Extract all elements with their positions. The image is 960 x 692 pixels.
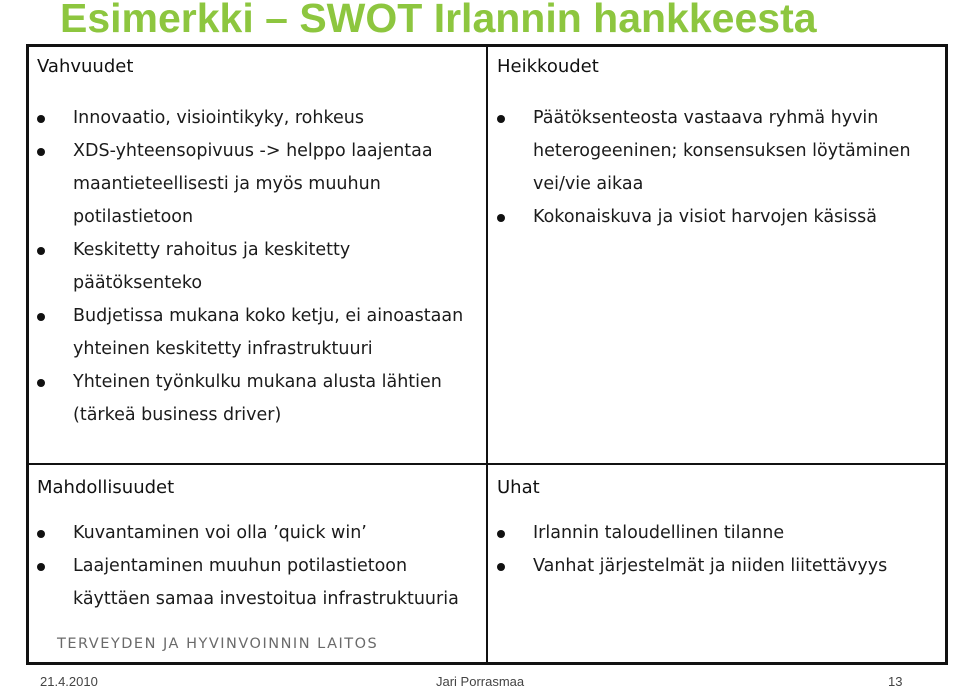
page-number: 13 — [888, 674, 903, 689]
list-item-text: Kuvantaminen voi olla ’quick win’ — [73, 523, 367, 543]
threats-heading: Uhat — [497, 477, 540, 498]
list-item — [37, 234, 477, 300]
list-item — [37, 135, 477, 234]
list-item-text: Irlannin taloudellinen tilanne — [533, 523, 785, 543]
bullet-icon — [497, 530, 505, 538]
slide-title: Esimerkki – SWOT Irlannin hankkeesta — [60, 0, 817, 41]
list-item-text: Yhteinen työnkulku mukana alusta lähtien (tärkeä business driver) — [73, 372, 442, 425]
strengths-heading: Vahvuudet — [37, 56, 134, 77]
bullet-icon — [37, 115, 45, 123]
strengths-cell — [37, 52, 477, 432]
weaknesses-heading: Heikkoudet — [497, 56, 599, 77]
bullet-icon — [497, 115, 505, 123]
bullet-icon — [37, 563, 45, 571]
row-divider — [26, 463, 948, 465]
list-item — [37, 300, 477, 366]
list-item — [37, 102, 477, 135]
list-item-text: Päätöksenteosta vastaava ryhmä hyvin heterogeeninen; konsensuksen löytäminen vei/vie aikaa — [533, 108, 911, 194]
list-item — [497, 201, 937, 234]
threats-list — [497, 517, 937, 583]
list-item — [37, 366, 477, 432]
list-item — [497, 517, 937, 550]
footer-author: Jari Porrasmaa — [436, 674, 525, 689]
organization-name: TERVEYDEN JA HYVINVOINNIN LAITOS — [57, 636, 379, 652]
list-item-text: Laajentaminen muuhun potilastietoon käyttäen samaa investoitua infrastruktuuria — [73, 556, 459, 609]
list-item-text: Vanhat järjestelmät ja niiden liitettävyys — [533, 556, 888, 576]
bullet-icon — [497, 563, 505, 571]
bullet-icon — [497, 214, 505, 222]
list-item-text: XDS-yhteensopivuus -> helppo laajentaa maantieteellisesti ja myös muuhun potilastietoon — [73, 141, 433, 227]
list-item — [497, 550, 937, 583]
strengths-list — [37, 102, 477, 432]
list-item-text: Innovaatio, visiointikyky, rohkeus — [73, 108, 364, 128]
bullet-icon — [37, 379, 45, 387]
column-divider — [486, 44, 488, 665]
weaknesses-list — [497, 102, 937, 234]
list-item-text: Kokonaiskuva ja visiot harvojen käsissä — [533, 207, 877, 227]
list-item — [37, 517, 477, 550]
threats-cell — [497, 473, 937, 583]
weaknesses-cell — [497, 52, 937, 234]
opportunities-heading: Mahdollisuudet — [37, 477, 175, 498]
bullet-icon — [37, 530, 45, 538]
bullet-icon — [37, 247, 45, 255]
footer-date: 21.4.2010 — [40, 674, 98, 689]
opportunities-list — [37, 517, 477, 616]
bullet-icon — [37, 148, 45, 156]
bullet-icon — [37, 313, 45, 321]
list-item — [497, 102, 937, 201]
list-item — [37, 550, 477, 616]
list-item-text: Keskitetty rahoitus ja keskitetty päätöksenteko — [73, 240, 351, 293]
list-item-text: Budjetissa mukana koko ketju, ei ainoastaan yhteinen keskitetty infrastruktuuri — [73, 306, 464, 359]
opportunities-cell — [37, 473, 477, 616]
